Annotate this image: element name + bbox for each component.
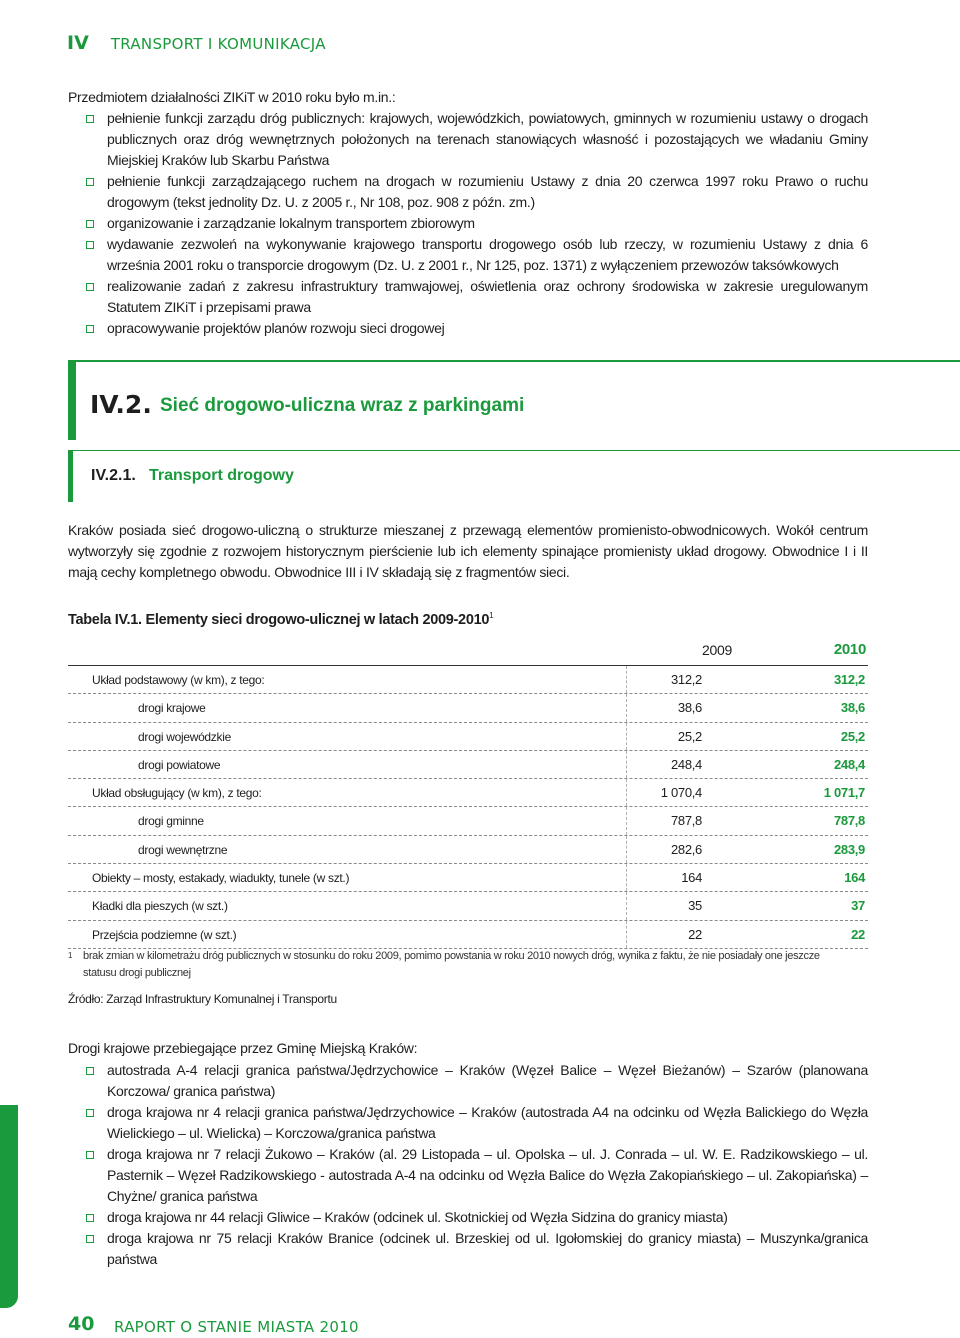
footnote-text: brak zmian w kilometrażu dróg publicznych w stosunku do roku 2009, pomimo powstania w roku 2010 nowych dróg, wynika z faktu, że nie posiadały one jeszcze statusu drogi publicznej — [83, 950, 820, 979]
list-item: organizowanie i zarządzanie lokalnym transportem zbiorowym — [68, 213, 868, 234]
value-2009: 22 — [688, 926, 702, 942]
footnote-ref: 1 — [489, 611, 494, 620]
list-item: autostrada A-4 relacji granica państwa/Jędrzychowice – Kraków (Węzeł Balice – Węzeł Bieżanów) – Szarów (planowana Korczowa/ granica państwa) — [68, 1060, 868, 1102]
square-bullet-icon — [86, 1235, 94, 1243]
heading-bar — [68, 450, 73, 502]
chapter-number: IV — [67, 32, 89, 54]
value-2009: 38,6 — [677, 700, 702, 716]
subsection-title: Transport drogowy — [149, 467, 294, 484]
list-item: realizowanie zadań z zakresu infrastruktury tramwajowej, oświetlenia oraz ochrony środowiska w zakresie uregulowanym Statutem ZIKiT i przepisami prawa — [68, 276, 868, 318]
table-row — [68, 921, 868, 949]
row-label: Obiekty – mosty, estakady, wiadukty, tunele (w szt.) — [92, 871, 350, 886]
value-2009: 164 — [681, 870, 702, 886]
roads-section — [68, 1060, 868, 1270]
value-2010: 22 — [851, 926, 865, 942]
heading-bar — [68, 360, 76, 440]
section-heading-sub — [68, 450, 960, 502]
row-label: Przejścia podziemne (w szt.) — [92, 927, 237, 942]
table-row — [68, 836, 868, 864]
roads-lead: Drogi krajowe przebiegające przez Gminę Miejską Kraków: — [68, 1040, 418, 1056]
table-source: Źródło: Zarząd Infrastruktury Komunalnej i Transportu — [68, 992, 337, 1006]
row-label: Układ obsługujący (w km), z tego: — [92, 786, 262, 801]
value-2010: 37 — [851, 898, 865, 914]
section-number: IV.2. — [90, 390, 152, 419]
value-2010: 1 071,7 — [823, 785, 865, 801]
table-row — [68, 892, 868, 920]
square-bullet-icon — [86, 220, 94, 228]
value-2009: 248,4 — [670, 756, 702, 772]
row-label: drogi wojewódzkie — [138, 729, 231, 744]
square-bullet-icon — [86, 1067, 94, 1075]
square-bullet-icon — [86, 1214, 94, 1222]
heading-rule — [68, 360, 960, 362]
square-bullet-icon — [86, 325, 94, 333]
report-title: RAPORT O STANIE MIASTA 2010 — [114, 1318, 359, 1336]
table-caption: Tabela IV.1. Elementy sieci drogowo-ulicznej w latach 2009-2010$^1$ — [68, 611, 494, 628]
value-2009: 312,2 — [670, 672, 702, 687]
square-bullet-icon — [86, 283, 94, 291]
intro-section — [68, 87, 868, 339]
table-row — [68, 751, 868, 779]
table-row — [68, 694, 868, 722]
table-row — [68, 864, 868, 892]
value-2009: 35 — [688, 898, 702, 914]
table-row — [68, 779, 868, 807]
value-2009: 25,2 — [677, 728, 702, 744]
chapter-header — [67, 32, 326, 56]
footnote-number: 1 — [68, 951, 73, 960]
square-bullet-icon — [86, 241, 94, 249]
value-2010: 38,6 — [840, 700, 865, 716]
subsection-number: IV.2.1. — [91, 467, 136, 484]
section-heading-main — [68, 360, 960, 440]
value-2010: 248,4 — [833, 756, 865, 772]
square-bullet-icon — [86, 115, 94, 123]
list-item: droga krajowa nr 7 relacji Żukowo – Kraków (al. 29 Listopada – ul. Opolska – ul. J. Conrada – ul. W. E. Radzikowskiego – ul. Pasternik – Węzeł Radzikowskiego - autostrada A-4 na odcinku od Węzła Balice do Węzła Zakopiańskiego – ul. Zakopiańska) – Chyżne/ granica państwa — [68, 1144, 868, 1207]
body-paragraph: Kraków posiada sieć drogowo-uliczną o strukturze mieszanej z przewagą elementów promienisto-obwodnicowych. Wokół centrum wytworzyły się zgodnie z rozwojem historycznym pierścienie lub ich elementy spinające promienisty układ drogowy. Obwodnice I i II mają cechy kompletnego obwodu. Obwodnice III i IV składają się z fragmentów sieci. — [68, 522, 868, 580]
list-item: droga krajowa nr 4 relacji granica państwa/Jędrzychowice – Kraków (autostrada A4 na odcinku od Węzła Balickiego do Węzła Wielickiego – ul. Wielicka) – Korczowa/granica państwa — [68, 1102, 868, 1144]
page-edge-bar — [0, 1105, 18, 1308]
column-header-2009: 2009 — [702, 642, 732, 658]
row-label: drogi gminne — [138, 814, 204, 829]
row-label: drogi krajowe — [138, 701, 206, 716]
table-header — [68, 637, 868, 665]
chapter-title: TRANSPORT I KOMUNIKACJA — [110, 35, 326, 53]
heading-rule — [68, 450, 960, 451]
list-item: wydawanie zezwoleń na wykonywanie krajowego transportu drogowego osób lub rzeczy, w rozumieniu Ustawy z dnia 6 września 2001 roku o transporcie drogowym (Dz. U. z 2001 r., Nr 125, poz. 1371) z wyłączeniem przewozów taksówkowych — [68, 234, 868, 276]
list-item: opracowywanie projektów planów rozwoju sieci drogowej — [68, 318, 868, 339]
list-item: droga krajowa nr 44 relacji Gliwice – Kraków (odcinek ul. Skotnickiej od Węzła Sidzina do granicy miasta) — [68, 1207, 868, 1228]
square-bullet-icon — [86, 1151, 94, 1159]
roads-list — [68, 1060, 868, 1270]
intro-lead: Przedmiotem działalności ZIKiT w 2010 roku było m.in.: — [68, 89, 396, 105]
value-2010: 312,2 — [833, 672, 865, 687]
table-row — [68, 665, 868, 694]
intro-list — [68, 108, 868, 339]
value-2010: 164 — [844, 870, 865, 886]
value-2009: 787,8 — [670, 813, 702, 829]
value-2009: 282,6 — [670, 841, 702, 857]
row-label: Układ podstawowy (w km), z tego: — [92, 673, 265, 687]
column-header-2010: 2010 — [833, 641, 866, 658]
row-label: drogi powiatowe — [138, 757, 221, 772]
table-footnote — [68, 948, 838, 982]
row-label: Kładki dla pieszych (w szt.) — [92, 899, 228, 914]
square-bullet-icon — [86, 178, 94, 186]
list-item: pełnienie funkcji zarządzającego ruchem na drogach w rozumieniu Ustawy z dnia 20 czerwca 1997 roku Prawo o ruchu drogowym (tekst jednolity Dz. U. z 2005 r., Nr 108, poz. 908 z późn. zm.) — [68, 171, 868, 213]
value-2010: 787,8 — [833, 813, 865, 829]
row-label: drogi wewnętrzne — [138, 842, 228, 857]
data-table — [68, 637, 868, 949]
value-2009: 1 070,4 — [660, 785, 702, 801]
square-bullet-icon — [86, 1109, 94, 1117]
value-2010: 283,9 — [833, 841, 865, 857]
page-number: 40 — [68, 1313, 95, 1335]
section-title: Sieć drogowo-uliczna wraz z parkingami — [160, 395, 525, 416]
table-row — [68, 807, 868, 835]
value-2010: 25,2 — [840, 728, 865, 744]
list-item: droga krajowa nr 75 relacji Kraków Branice (odcinek ul. Brzeskiej od ul. Igołomskiej do granicy miasta) – Muszynka/granica państwa — [68, 1228, 868, 1270]
table-row — [68, 723, 868, 751]
list-item: pełnienie funkcji zarządu dróg publicznych: krajowych, wojewódzkich, powiatowych, gminnych w rozumieniu ustawy o drogach publicznych oraz dróg wewnętrznych położonych na terenach stanowiących własność i pozostających we władaniu Gminy Miejskiej Kraków lub Skarbu Państwa — [68, 108, 868, 171]
